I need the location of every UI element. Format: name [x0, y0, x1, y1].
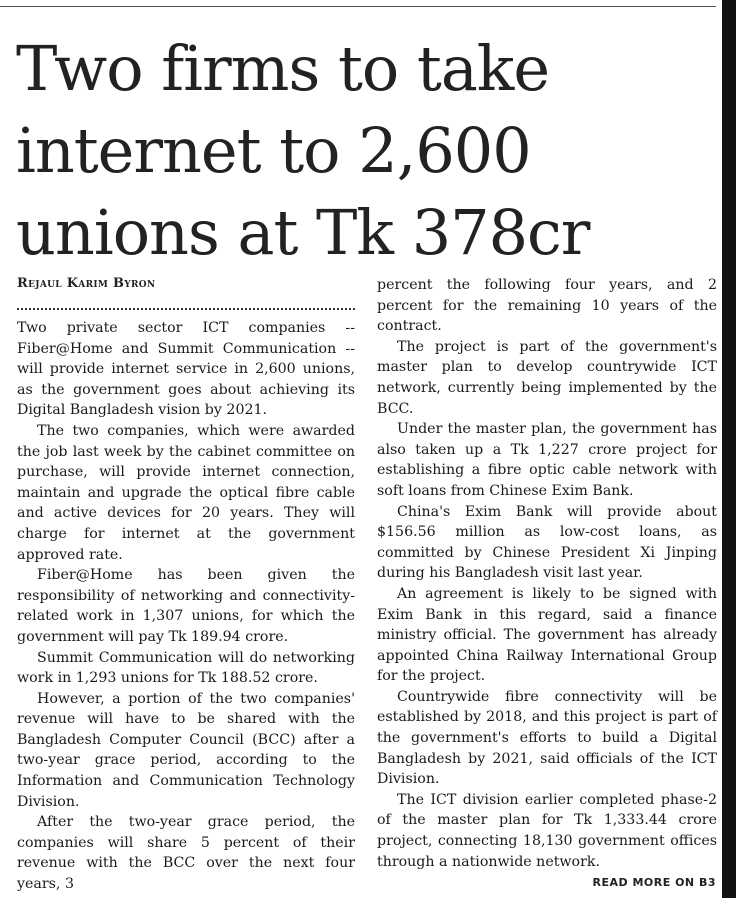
article-column-2 [377, 275, 717, 872]
paragraph: Summit Communication will do networking work in 1,293 unions for Tk 188.52 crore. [17, 649, 355, 687]
paragraph: Two private sector ICT companies -- Fiber@Home and Summit Communication -- will provide internet service in 2,600 unions, as the government goes about achieving its Digital Bangladesh vision by 2021. [17, 320, 355, 419]
paragraph: The two companies, which were awarded the job last week by the cabinet committee on purchase, will provide internet connection, maintain and upgrade the optical fibre cable and active devices for 20 years. They will charge for internet at the government approved rate. [17, 422, 355, 563]
article-column-1 [17, 318, 355, 895]
paragraph: After the two-year grace period, the companies will share 5 percent of their revenue with the BCC over the next four years, 3 [17, 814, 355, 893]
paragraph: percent the following four years, and 2 percent for the remaining 10 years of the contract. [377, 277, 717, 335]
byline: Rejaul Karim Byron [17, 276, 156, 291]
paragraph: The ICT division earlier completed phase-2 of the master plan for Tk 1,333.44 crore project, connecting 18,130 government offices through a nationwide network. [377, 791, 717, 870]
paragraph: The project is part of the government's master plan to develop countrywide ICT network, currently being implemented by the BCC. [377, 338, 717, 417]
paragraph: Countrywide fibre connectivity will be established by 2018, and this project is part of the government's efforts to build a Digital Bangladesh by 2021, said officials of the ICT Division. [377, 688, 717, 788]
paragraph: An agreement is likely to be signed with Exim Bank in this regard, said a finance ministry official. The government has already appointed China Railway International Group for the project. [377, 585, 717, 685]
headline: Two firms to take internet to 2,600 unions at Tk 378cr [16, 32, 590, 269]
paragraph: Fiber@Home has been given the responsibility of networking and connectivity-related work in 1,307 unions, for which the government will pay Tk 189.94 crore. [17, 567, 355, 645]
dotted-divider [17, 308, 355, 310]
paragraph: Under the master plan, the government has also taken up a Tk 1,227 crore project for establishing a fibre optic cable network with soft loans from Chinese Exim Bank. [377, 421, 717, 499]
page-edge-bar [722, 0, 736, 898]
top-rule [0, 6, 716, 7]
read-more-link[interactable]: READ MORE ON B3 [592, 876, 716, 889]
paragraph: However, a portion of the two companies' revenue will have to be shared with the Bangladesh Computer Council (BCC) after a two-year grace period, according to the Information and Communication Technology Division. [17, 690, 355, 810]
paragraph: China's Exim Bank will provide about $156.56 million as low-cost loans, as committed by Chinese President Xi Jinping during his Bangladesh visit last year. [377, 503, 717, 582]
